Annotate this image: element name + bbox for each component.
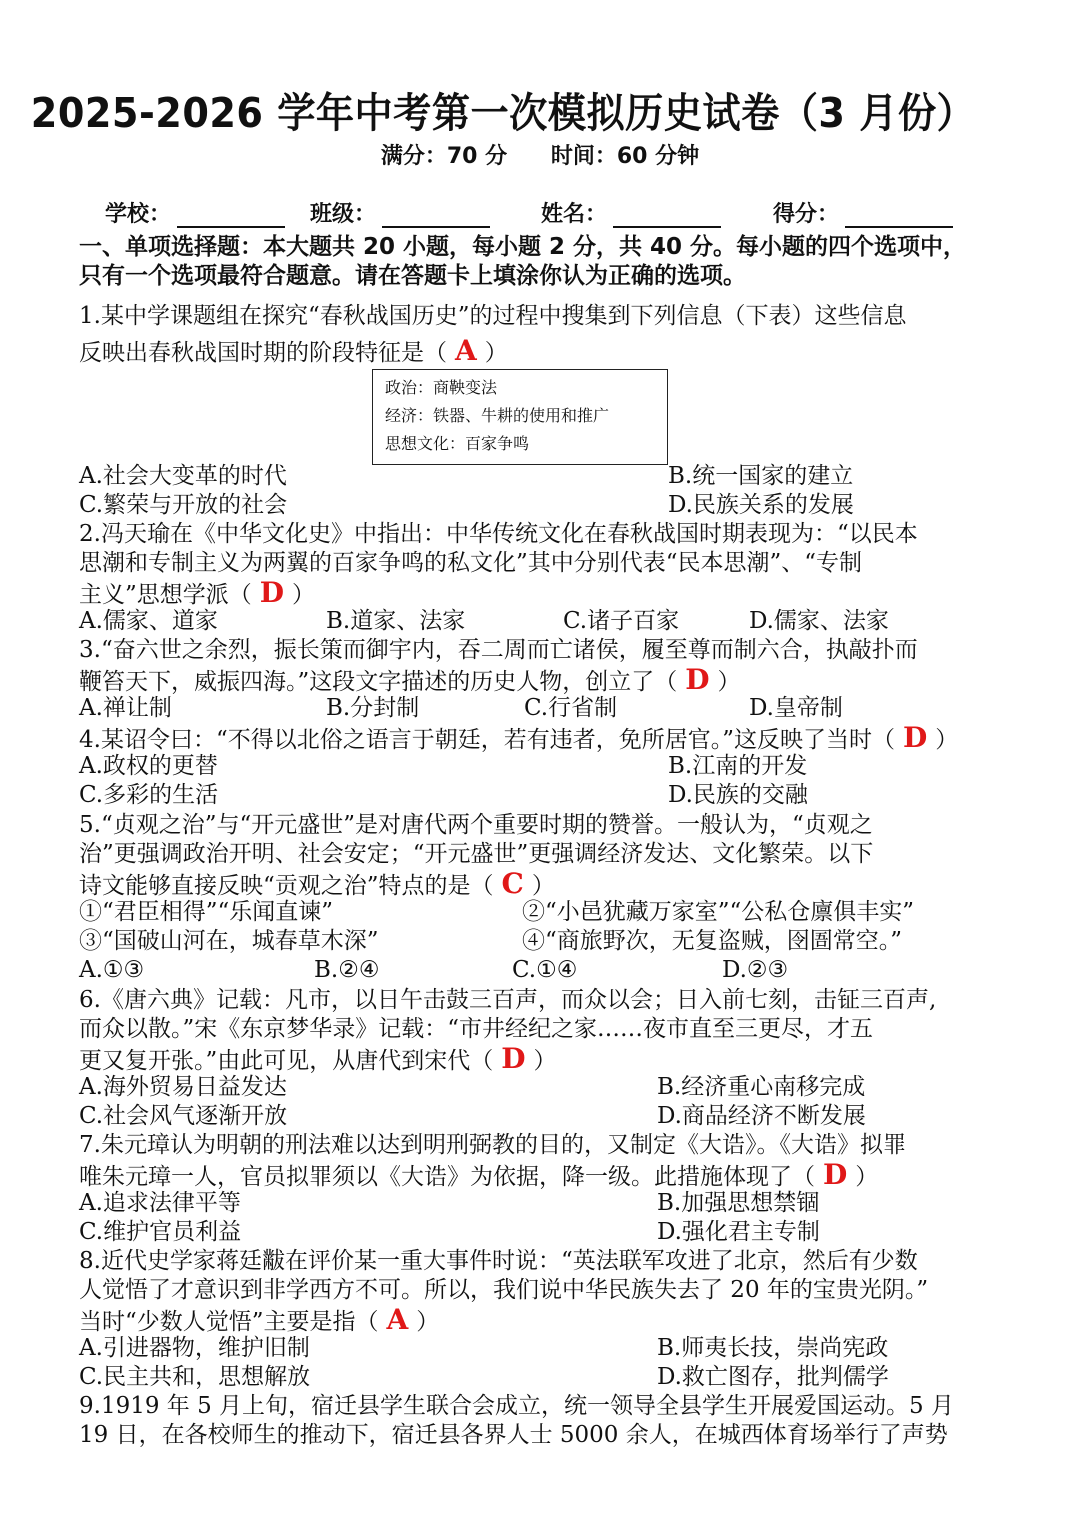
q9-line1: 9.1919 年 5 月上旬，宿迁县学生联合会成立，统一领导全县学生开展爱国运动。5 月 <box>79 1393 954 1419</box>
q3-answer: D <box>685 663 710 696</box>
q5-line1: 5.“贞观之治”与“开元盛世”是对唐代两个重要时期的赞誉。一般认为，“贞观之 <box>79 812 873 838</box>
q6-option-a[interactable]: A.海外贸易日益发达 <box>79 1074 287 1100</box>
q3-line2: 鞭笞天下，威振四海。”这段文字描述的历史人物，创立了（ D ） <box>79 663 741 696</box>
q4-option-d[interactable]: D.民族的交融 <box>668 782 808 808</box>
q6-option-b[interactable]: B.经济重心南移完成 <box>657 1074 866 1100</box>
full-score: 满分：70 分 <box>380 144 508 169</box>
q1-option-d[interactable]: D.民族关系的发展 <box>668 492 854 518</box>
q4-option-c[interactable]: C.多彩的生活 <box>79 782 219 808</box>
q8-line1: 8.近代史学家蒋廷黻在评价某一重大事件时说：“英法联军攻进了北京，然后有少数 <box>79 1248 918 1274</box>
q1-line1: 1.某中学课题组在探究“春秋战国历史”的过程中搜集到下列信息（下表）这些信息 <box>79 303 907 329</box>
q1-line2: 反映出春秋战国时期的阶段特征是（ A ） <box>79 334 508 367</box>
q6-answer: D <box>501 1042 526 1075</box>
q1-info-box: 政治：商鞅变法 经济：铁器、牛耕的使用和推广 思想文化：百家争鸣 <box>372 369 668 465</box>
q5-option-b[interactable]: B.②④ <box>314 957 380 983</box>
q1-option-c[interactable]: C.繁荣与开放的社会 <box>79 492 288 518</box>
q1-answer: A <box>455 334 477 367</box>
q6-line3: 更又复开张。”由此可见，从唐代到宋代（ D ） <box>79 1042 557 1075</box>
class-blank[interactable] <box>382 202 490 228</box>
q7-option-d[interactable]: D.强化君主专制 <box>657 1219 820 1245</box>
score-blank[interactable] <box>845 202 953 228</box>
q4-option-b[interactable]: B.江南的开发 <box>668 753 808 779</box>
q5-item-2: ②“小邑犹藏万家室”“公私仓廪俱丰实” <box>522 899 915 925</box>
q2-option-b[interactable]: B.道家、法家 <box>326 608 466 634</box>
name-field[interactable]: 姓名： <box>541 197 721 228</box>
q8-answer: A <box>386 1303 409 1336</box>
q7-line2: 唯朱元璋一人，官员拟罪须以《大诰》为依据，降一级。此措施体现了（ D ） <box>79 1158 879 1191</box>
q2-answer: D <box>259 576 285 609</box>
q8-option-d[interactable]: D.救亡图存，批判儒学 <box>657 1364 889 1390</box>
student-info <box>105 197 985 233</box>
q8-option-c[interactable]: C.民主共和，思想解放 <box>79 1364 311 1390</box>
q7-answer: D <box>823 1158 848 1191</box>
q5-line3: 诗文能够直接反映“贡观之治”特点的是（ C ） <box>79 867 555 900</box>
school-field[interactable]: 学校： <box>105 197 285 228</box>
school-blank[interactable] <box>177 202 285 228</box>
q3-line1: 3.“奋六世之余烈，振长策而御宇内，吞二周而亡诸侯，履至尊而制六合，执敲扑而 <box>79 637 918 663</box>
q2-option-d[interactable]: D.儒家、法家 <box>749 608 889 634</box>
exam-title: 2025-2026 学年中考第一次模拟历史试卷（3 月份） <box>30 89 976 137</box>
q7-option-a[interactable]: A.追求法律平等 <box>79 1190 241 1216</box>
class-field[interactable]: 班级： <box>310 197 490 228</box>
q4-option-a[interactable]: A.政权的更替 <box>79 753 218 779</box>
q3-option-a[interactable]: A.禅让制 <box>79 695 172 721</box>
q7-line1: 7.朱元璋认为明朝的刑法难以达到明刑弼教的目的，又制定《大诰》。《大诰》拟罪 <box>79 1132 906 1158</box>
q7-option-c[interactable]: C.维护官员利益 <box>79 1219 242 1245</box>
q6-line1: 6.《唐六典》记载：凡市，以日午击鼓三百声，而众以会；日入前七刻，击钲三百声, <box>79 987 937 1013</box>
section-heading-line1: 一、单项选择题：本大题共 20 小题，每小题 2 分，共 40 分。每小题的四个选项中， <box>79 234 967 260</box>
q8-line2: 人觉悟了才意识到非学西方不可。所以，我们说中华民族失去了 20 年的宝贵光阴。” <box>79 1277 929 1303</box>
q7-option-b[interactable]: B.加强思想禁锢 <box>657 1190 820 1216</box>
q2-line2: 思潮和专制主义为两翼的百家争鸣的私文化”其中分别代表“民本思潮”、“专制 <box>79 550 863 576</box>
exam-time: 时间：60 分钟 <box>550 144 700 169</box>
score-field[interactable]: 得分： <box>773 197 953 228</box>
q1-option-b[interactable]: B.统一国家的建立 <box>668 463 854 489</box>
q5-item-3: ③“国破山河在，城春草木深” <box>79 928 379 954</box>
q9-line2: 19 日，在各校师生的推动下，宿迁县各界人士 5000 余人，在城西体育场举行了声势 <box>79 1422 948 1448</box>
q2-option-c[interactable]: C.诸子百家 <box>563 608 680 634</box>
q5-option-a[interactable]: A.①③ <box>79 957 145 983</box>
q5-line2: 治”更强调政治开明、社会安定；“开元盛世”更强调经济发达、文化繁荣。以下 <box>79 841 874 867</box>
q1-option-a[interactable]: A.社会大变革的时代 <box>79 463 287 489</box>
q2-option-a[interactable]: A.儒家、道家 <box>79 608 218 634</box>
q4-line1: 4.某诏令曰：“不得以北俗之语言于朝廷，若有违者，免所居官。”这反映了当时（ D ） <box>79 721 959 754</box>
q5-item-1: ①“君臣相得”“乐闻直谏” <box>79 899 334 925</box>
q6-line2: 而众以散。”宋《东京梦华录》记载：“市井经纪之家……夜市直至三更尽，才五 <box>79 1016 874 1042</box>
q6-option-d[interactable]: D.商品经济不断发展 <box>657 1103 866 1129</box>
q8-option-b[interactable]: B.师夷长技，崇尚宪政 <box>657 1335 889 1361</box>
q4-answer: D <box>902 721 928 754</box>
q3-option-d[interactable]: D.皇帝制 <box>749 695 843 721</box>
q3-option-c[interactable]: C.行省制 <box>524 695 618 721</box>
q5-option-d[interactable]: D.②③ <box>722 957 789 983</box>
q2-line1: 2.冯天瑜在《中华文化史》中指出：中华传统文化在春秋战国时期表现为：“以民本 <box>79 521 918 547</box>
q5-item-4: ④“商旅野次，无复盗贼，囹圄常空。” <box>522 928 903 954</box>
name-blank[interactable] <box>613 202 721 228</box>
q3-option-b[interactable]: B.分封制 <box>326 695 420 721</box>
exam-subtitle <box>0 139 1080 170</box>
section-heading-line2: 只有一个选项最符合题意。请在答题卡上填涂你认为正确的选项。 <box>79 263 746 289</box>
q8-line3: 当时“少数人觉悟”主要是指（ A ） <box>79 1303 440 1336</box>
q6-option-c[interactable]: C.社会风气逐渐开放 <box>79 1103 288 1129</box>
q5-option-c[interactable]: C.①④ <box>512 957 578 983</box>
q5-answer: C <box>501 867 524 900</box>
q2-line3: 主义”思想学派（ D ） <box>79 576 316 609</box>
q8-option-a[interactable]: A.引进器物，维护旧制 <box>79 1335 310 1361</box>
